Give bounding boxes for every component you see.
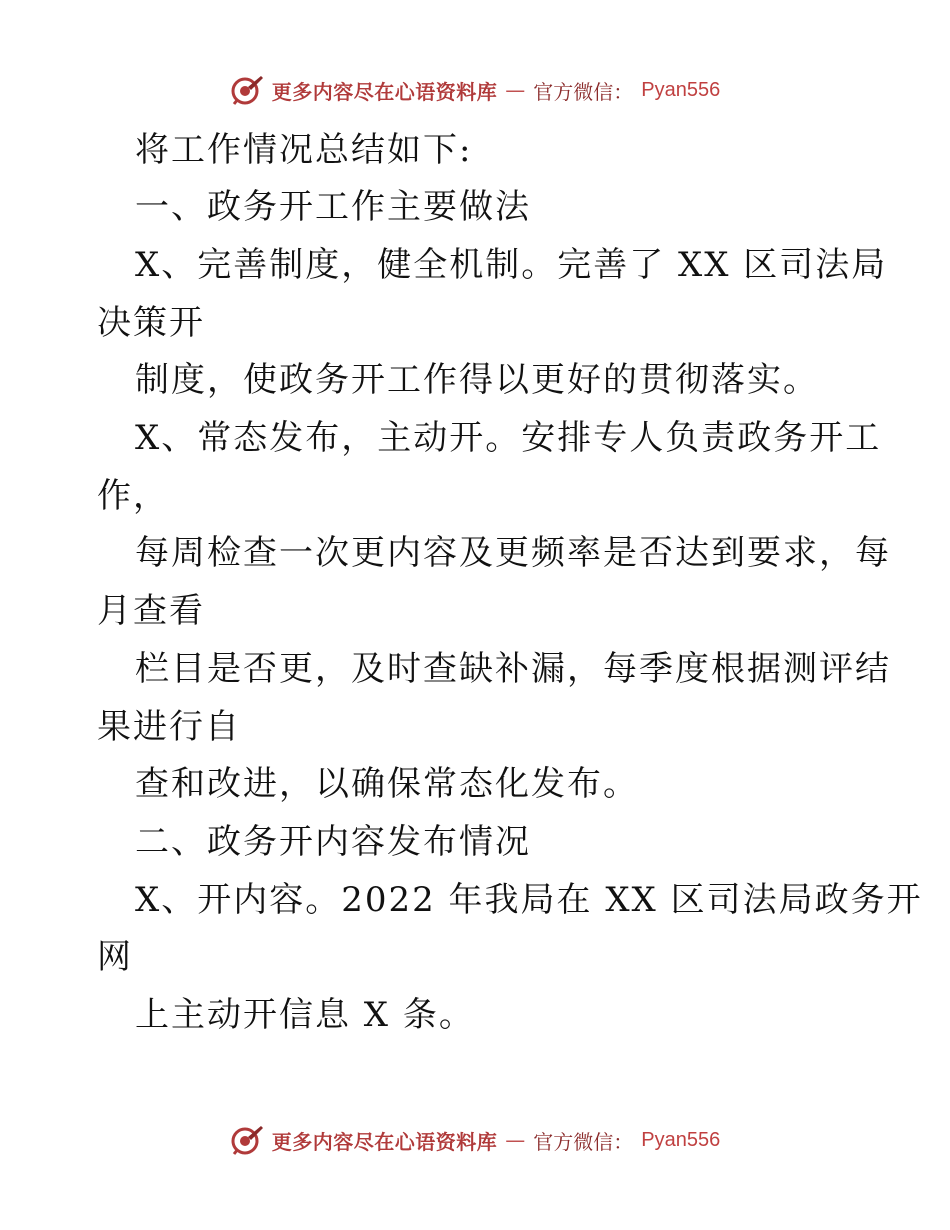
paragraph-line: 果进行自 <box>97 707 241 747</box>
paragraph-line: 作， <box>97 476 169 516</box>
paragraph-line: X、开内容。2022 年我局在 XX 区司法局政务开 <box>135 880 923 920</box>
paragraph-line: 每周检查一次更内容及更频率是否达到要求，每 <box>135 533 891 573</box>
header-brand-text: 更多内容尽在心语资料库 <box>271 79 498 104</box>
footer-banner <box>0 1120 950 1160</box>
paragraph-line: 决策开 <box>97 303 205 343</box>
paragraph-line: X、完善制度，健全机制。完善了 XX 区司法局 <box>135 245 888 285</box>
paragraph-line: 制度，使政务开工作得以更好的贯彻落实。 <box>135 360 819 400</box>
paragraph-line: 查和改进，以确保常态化发布。 <box>135 764 639 804</box>
header-dash: — <box>505 78 526 102</box>
footer-dash: — <box>505 1128 526 1152</box>
paragraph-line: 将工作情况总结如下: <box>135 130 473 170</box>
section-heading: 一、政务开工作主要做法 <box>135 187 531 227</box>
paragraph-line: 栏目是否更，及时查缺补漏，每季度根据测评结 <box>135 649 891 689</box>
paragraph-line: 月查看 <box>97 591 205 631</box>
pen-circle-logo-icon <box>230 73 264 107</box>
paragraph-line: 上主动开信息 X 条。 <box>135 995 475 1035</box>
footer-wechat-label: 官方微信： <box>533 1129 634 1154</box>
header-wechat-label: 官方微信： <box>533 79 634 104</box>
footer-brand-text: 更多内容尽在心语资料库 <box>271 1129 498 1154</box>
header-banner <box>0 70 950 110</box>
footer-wechat-id: Pyan556 <box>641 1128 721 1151</box>
section-heading: 二、政务开内容发布情况 <box>135 822 531 862</box>
paragraph-line: 网 <box>97 937 133 977</box>
paragraph-line: X、常态发布，主动开。安排专人负责政务开工 <box>135 418 882 458</box>
pen-circle-logo-icon <box>230 1123 264 1157</box>
header-wechat-id: Pyan556 <box>641 78 721 101</box>
